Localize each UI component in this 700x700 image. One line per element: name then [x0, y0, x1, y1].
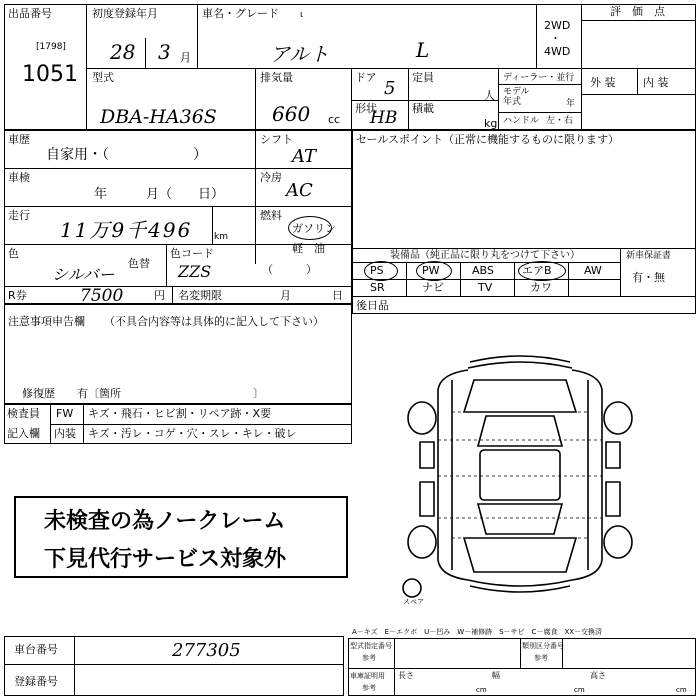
model-value: DBA-HA36S	[100, 106, 217, 128]
drive-2wd: 2WD	[544, 19, 571, 32]
cm3: cm	[676, 686, 687, 694]
doors-label: ドア	[355, 71, 377, 84]
repair-label: 修復歴 有〔箇所 〕	[22, 387, 264, 400]
repaint-label: 色替	[128, 257, 150, 270]
lot-sub: [1798]	[36, 42, 66, 52]
rating-label: 評 価 点	[610, 5, 665, 18]
warranty-value: 有・無	[632, 271, 665, 284]
inspection-label: 車検	[8, 171, 30, 184]
displacement-label: 排気量	[260, 71, 293, 84]
cm2: cm	[574, 686, 585, 694]
equip-navi: ナビ	[422, 281, 444, 294]
recycle-value: 7500	[80, 286, 124, 306]
mileage-value: 11万9千496	[60, 218, 193, 242]
car-name-label: 車名・グレード	[202, 7, 279, 20]
equip-airbag: エアB	[522, 264, 552, 277]
seats-unit: 人	[484, 89, 495, 102]
spare-label: スペア	[403, 598, 424, 606]
equip-tv: TV	[478, 281, 493, 294]
mileage-unit: km	[214, 232, 228, 242]
chassis-label: 車台番号	[14, 643, 58, 656]
drive-4wd: 4WD	[544, 45, 571, 58]
chassis-value: 277305	[172, 640, 241, 661]
interior-tag: 内装	[54, 427, 76, 440]
category-ref: 参考	[534, 654, 548, 662]
inspector-label2: 記入欄	[7, 427, 40, 440]
drive-dot: ・	[550, 32, 561, 45]
ac-label: 冷房	[260, 171, 282, 184]
fuel-gasoline-circle	[288, 216, 332, 240]
handle-value: 左・右	[546, 116, 574, 126]
color-value: シルバー	[52, 265, 115, 284]
ac-value: AC	[286, 180, 313, 201]
doors-value: 5	[384, 78, 396, 99]
car-name-mark: ι	[300, 10, 304, 20]
car-name: アルト	[270, 42, 330, 66]
day-unit: 日	[332, 289, 343, 302]
inspection-value: 年 月（ 日）	[94, 187, 225, 202]
history-value: 自家用・（ ）	[46, 147, 207, 163]
equip-leather: カワ	[530, 281, 552, 294]
code-value: ZZS	[178, 262, 212, 281]
shift-label: シフト	[260, 133, 293, 146]
equipment-label: 装備品（純正品に限り丸をつけて下さい）	[390, 250, 580, 261]
notes-sub: （不具合内容等は具体的に記入して下さい）	[104, 315, 324, 328]
reg-month-unit: 月	[180, 51, 191, 64]
fuel-gasoline: ガソリン	[292, 222, 336, 235]
displacement-value: 660	[272, 102, 311, 126]
load-unit: kg	[484, 117, 498, 130]
exterior-label: 外 装	[590, 76, 616, 89]
notes-label: 注意事項申告欄	[8, 315, 85, 328]
model-year-label: モデル 年式	[503, 87, 530, 107]
seats-label: 定員	[412, 71, 434, 84]
reg-year: 28	[110, 40, 136, 64]
equip-airbag-circle	[518, 261, 566, 281]
equip-abs: ABS	[472, 264, 494, 277]
category-label: 類別区分番号	[522, 642, 564, 650]
displacement-unit: cc	[328, 113, 341, 126]
cert-ref: 参考	[362, 684, 376, 692]
equip-ps-circle	[364, 261, 398, 281]
equip-sr: SR	[370, 281, 385, 294]
cert-label: 車庫証明用	[350, 672, 385, 680]
inspector-label1: 検査員	[7, 407, 40, 420]
notice-line2: 下見代行サービス対象外	[44, 547, 287, 572]
fw-text: キズ・飛石・ヒビ割・リペア跡・X要	[88, 407, 272, 420]
fw-tag: FW	[56, 407, 74, 420]
history-label: 車歴	[8, 133, 30, 146]
load-label: 積載	[412, 102, 434, 115]
recycle-unit: 円	[154, 289, 165, 302]
lot-number: 1051	[22, 62, 78, 87]
car-damage-diagram	[390, 350, 650, 600]
equip-pw-circle	[416, 261, 452, 281]
designation-ref: 参考	[362, 654, 376, 662]
length-label: 長さ	[398, 671, 414, 680]
interior-text: キズ・汚レ・コゲ・穴・スレ・キレ・破レ	[88, 427, 297, 440]
reg-month: 3	[158, 40, 171, 64]
damage-legend: A－キズ E－エクボ U－凹み W－補修跡 S－サビ C－腐食 XX－交換済	[352, 628, 603, 636]
year-unit: 年	[566, 99, 576, 109]
width-label: 幅	[492, 671, 500, 680]
recycle-label: R券	[8, 289, 27, 302]
color-label: 色	[8, 247, 19, 260]
fuel-other: （ ）	[262, 263, 317, 276]
designation-label: 型式指定番号	[350, 642, 392, 650]
fuel-diesel: 軽 油	[292, 242, 325, 255]
month-unit: 月	[280, 289, 291, 302]
interior-label: 内 装	[643, 76, 669, 89]
equip-ps: PS	[370, 264, 384, 277]
reg-number-label: 登録番号	[14, 675, 58, 688]
notice-line1: 未検査の為ノークレーム	[44, 509, 286, 534]
handle-label: ハンドル	[503, 116, 540, 126]
shape-label: 形状	[355, 102, 377, 115]
warranty-label: 新車保証書	[626, 251, 672, 261]
fuel-label: 燃料	[260, 209, 282, 222]
deadline-label: 名変期限	[178, 289, 222, 302]
equip-pw: PW	[422, 264, 440, 277]
sales-point-form	[352, 130, 696, 314]
model-label: 型式	[92, 71, 114, 84]
later-label: 後日品	[356, 299, 389, 312]
cm1: cm	[476, 686, 487, 694]
dealer-label: ディーラー・並行	[503, 73, 575, 83]
shape-value: HB	[370, 108, 398, 128]
height-label: 高さ	[590, 671, 606, 680]
first-reg-label: 初度登録年月	[92, 7, 158, 20]
lot-label: 出品番号	[8, 7, 52, 20]
grade: L	[416, 38, 430, 62]
sales-point-label: セールスポイント（正常に機能するものに限ります）	[356, 133, 620, 146]
equip-aw: AW	[584, 264, 602, 277]
shift-value: AT	[292, 146, 317, 167]
code-label: 色コード	[170, 247, 214, 260]
mileage-label: 走行	[8, 209, 30, 222]
